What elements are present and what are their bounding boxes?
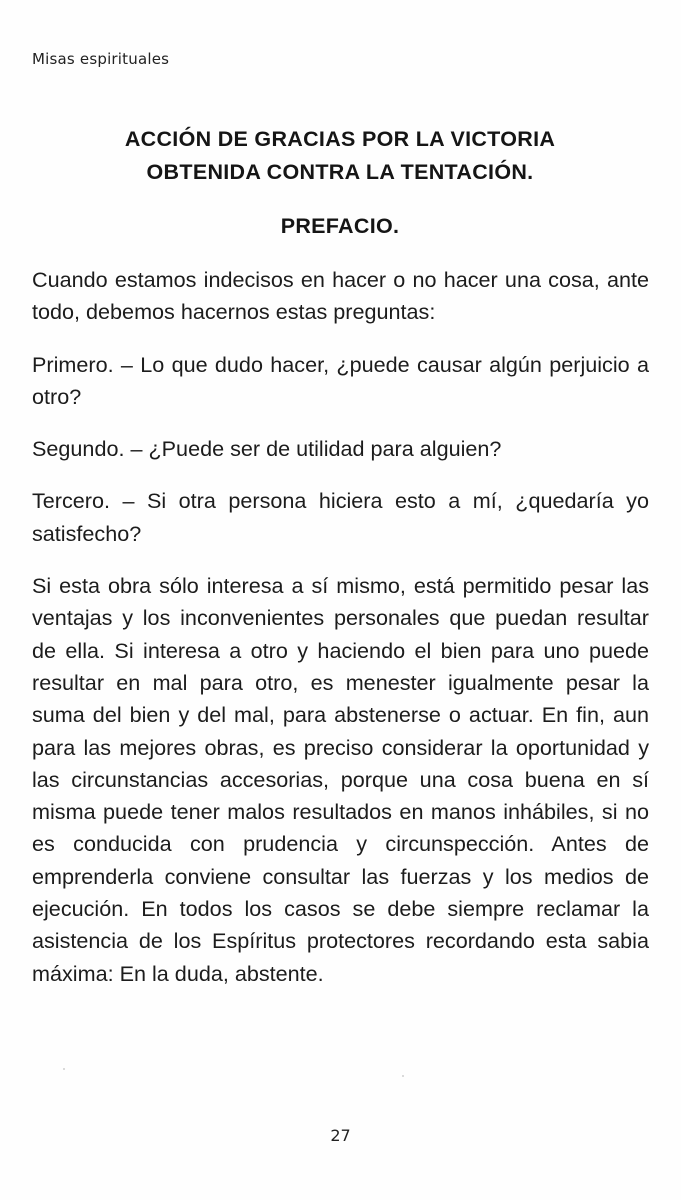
paragraph-question-1: Primero. – Lo que dudo hacer, ¿puede causar algún perjuicio a otro? [32, 351, 649, 409]
paragraph-intro: Cuando estamos indecisos en hacer o no hacer una cosa, ante todo, debemos hacernos estas preguntas: [32, 267, 649, 325]
scan-speck [63, 1068, 65, 1070]
paragraph-question-2: Segundo. – ¿Puede ser de utilidad para alguien? [32, 436, 502, 462]
section-title-line-2: OBTENIDA CONTRA LA TENTACIÓN. [146, 160, 534, 184]
page-number: 27 [330, 1126, 351, 1145]
section-subtitle: PREFACIO. [280, 214, 400, 238]
section-title-line-1: ACCIÓN DE GRACIAS POR LA VICTORIA [124, 127, 556, 151]
section-title [40, 123, 640, 189]
body-text [32, 264, 649, 1010]
paragraph-explanation: Si esta obra sólo interesa a sí mismo, está permitido pesar las ventajas y los inconvenientes personales que puedan resultar de ella. Si interesa a otro y haciendo el bien para uno puede resultar en mal para otro, es menester igualmente pesar la suma del bien y del mal, para abstenerse o actuar. En fin, aun para las mejores obras, es preciso considerar la oportunidad y las circunstancias accesorias, porque una cosa buena en sí misma puede tener malos resultados en manos inhábiles, si no es conducida con prudencia y circunspección. Antes de emprenderla conviene consultar las fuerzas y los medios de ejecución. En todos los casos se debe siempre reclamar la asistencia de los Espíritus protectores recordando esta sabia máxima: En la duda, abstente. [32, 573, 649, 986]
running-header: Misas espirituales [32, 50, 170, 68]
paragraph-question-3: Tercero. – Si otra persona hiciera esto a mí, ¿quedaría yo satisfecho? [32, 488, 649, 546]
scan-speck [402, 1075, 404, 1077]
